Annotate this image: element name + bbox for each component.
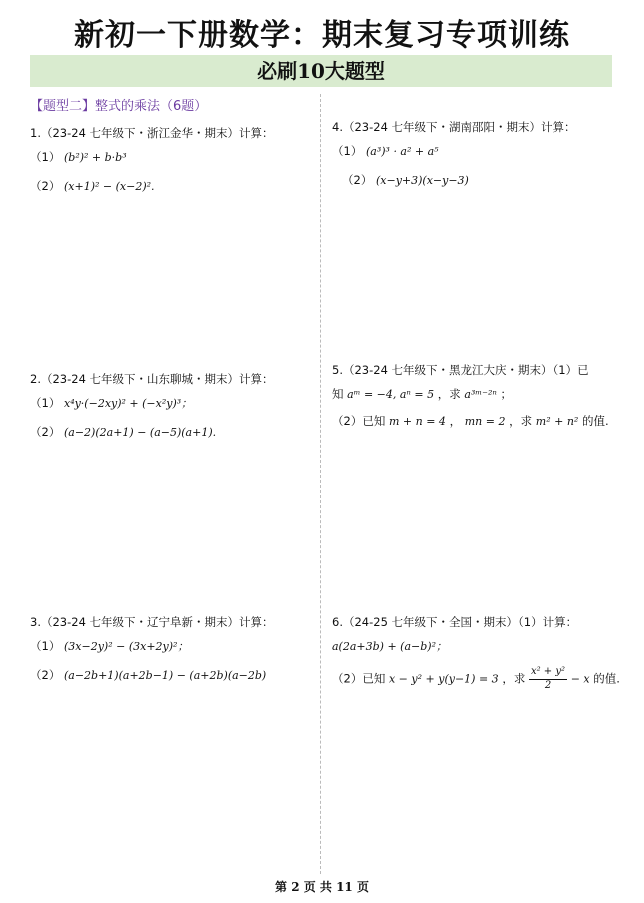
expression: m² + n² <box>535 415 579 429</box>
part-number: （1） <box>332 144 363 159</box>
problem-4-part-2 <box>332 173 612 188</box>
problem-6-line-1 <box>332 639 612 654</box>
expression: (a−2)(2a+1) − (a−5)(a+1). <box>63 426 217 440</box>
problem-3 <box>30 615 310 697</box>
problem-6-heading: 6.（24-25 七年级下・全国・期末）（1）计算： <box>332 615 578 629</box>
expression: (x+1)² − (x−2)². <box>63 180 155 194</box>
part-number: （2） <box>30 668 61 683</box>
expression: x − y² + y(y−1) = 3 <box>388 672 499 686</box>
fraction-numerator: x² + y² <box>529 666 567 680</box>
page-title: 新初一下册数学：期末复习专项训练 <box>74 18 570 53</box>
problem-3-part-2 <box>30 668 310 683</box>
expression: (x−y+3)(x−y−3) <box>375 174 469 188</box>
problem-5 <box>332 363 612 441</box>
text: ，求 <box>509 414 533 429</box>
part-number: （2） <box>30 425 61 440</box>
subtitle-band: 必刷10大题型 <box>30 55 612 87</box>
expression: m + n = 4 <box>388 415 446 429</box>
text: ； <box>500 387 512 402</box>
problem-6-line-2 <box>332 666 620 692</box>
problem-2 <box>30 372 310 454</box>
part-number: （2） <box>342 173 373 188</box>
part-number: （1） <box>30 396 61 411</box>
text: ，求 <box>502 671 526 686</box>
problem-2-part-1 <box>30 396 310 411</box>
column-divider <box>320 94 321 874</box>
fraction-denominator: 2 <box>544 679 552 691</box>
problem-5-heading: 5.（23-24 七年级下・黑龙江大庆・期末）（1）已 <box>332 363 589 377</box>
problem-5-line-2 <box>332 414 612 429</box>
section-heading: 【题型二】整式的乘法（6题） <box>30 99 208 114</box>
part-number: （1） <box>30 639 61 654</box>
problem-1-heading: 1.（23-24 七年级下・浙江金华・期末）计算： <box>30 126 274 140</box>
problem-1-part-1 <box>30 150 310 165</box>
fraction <box>529 666 567 692</box>
problem-4-part-1 <box>332 144 612 159</box>
problem-4-heading: 4.（23-24 七年级下・湖南邵阳・期末）计算： <box>332 120 576 134</box>
problem-2-part-2 <box>30 425 310 440</box>
text: 的值. <box>593 671 620 686</box>
expression: a(2a+3b) + (a−b)²； <box>332 640 447 654</box>
text: （2）已知 <box>332 414 386 429</box>
expression: (a³)³ · a² + a⁵ <box>365 145 439 159</box>
problem-4 <box>332 120 612 202</box>
expression: x⁴y·(−2xy)² + (−x²y)³； <box>63 397 193 411</box>
expression: mn = 2 <box>464 415 506 429</box>
expression: a³ᵐ⁻²ⁿ <box>464 388 497 402</box>
problem-3-heading: 3.（23-24 七年级下・辽宁阜新・期末）计算： <box>30 615 274 629</box>
text: ，求 <box>437 387 461 402</box>
text: ， <box>449 414 462 429</box>
expression: (3x−2y)² − (3x+2y)²； <box>63 640 189 654</box>
problem-3-part-1 <box>30 639 310 654</box>
problem-2-heading: 2.（23-24 七年级下・山东聊城・期末）计算： <box>30 372 274 386</box>
expression: − x <box>570 672 590 686</box>
expression: aᵐ = −4, aⁿ = 5 <box>347 388 435 402</box>
problem-5-line-1 <box>332 387 612 402</box>
text: （2）已知 <box>332 671 386 686</box>
page-footer: 第 2 页 共 11 页 <box>275 880 369 894</box>
expression: (a−2b+1)(a+2b−1) − (a+2b)(a−2b) <box>63 669 267 683</box>
problem-1 <box>30 126 310 208</box>
text: 的值. <box>581 414 609 429</box>
expression: (b²)² + b·b³ <box>63 151 127 165</box>
text: 知 <box>332 387 344 402</box>
part-number: （2） <box>30 179 61 194</box>
problem-1-part-2 <box>30 179 310 194</box>
problem-6 <box>332 615 620 704</box>
part-number: （1） <box>30 150 61 165</box>
